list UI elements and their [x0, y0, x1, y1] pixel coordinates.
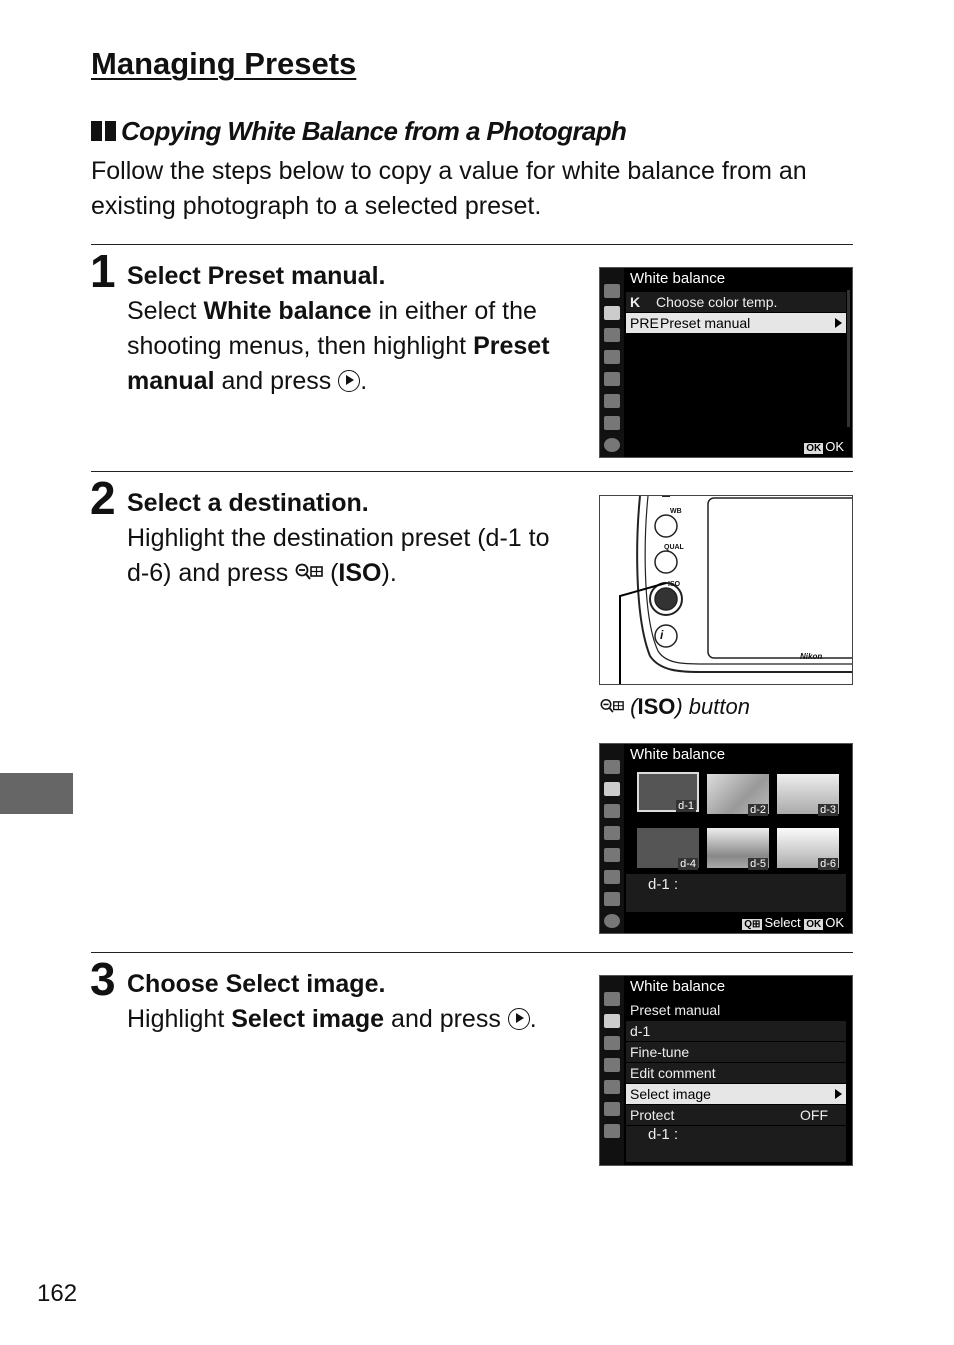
protect-value: OFF: [800, 1107, 828, 1123]
menu-row-preset-manual[interactable]: PREPreset manual: [626, 313, 846, 333]
preset-thumb-d5[interactable]: d-5: [707, 828, 769, 868]
multi-selector-right-icon: [508, 1008, 530, 1030]
step-number: 3: [90, 953, 116, 1005]
info-i-icon: i: [660, 628, 664, 642]
multi-selector-right-icon: [338, 370, 360, 392]
retouch-menu-icon: [604, 870, 620, 884]
my-menu-icon: [604, 1124, 620, 1138]
movie-shooting-menu-icon: [604, 328, 620, 342]
preset-info-text: d-1 :: [648, 1126, 679, 1143]
scrollbar: [847, 290, 850, 427]
ok-hint: OK OK: [806, 439, 844, 454]
screen-header: White balance: [630, 978, 726, 995]
preset-thumb-d6[interactable]: d-6: [777, 828, 839, 868]
help-icon: [604, 914, 620, 928]
screen-header: White balance: [630, 270, 726, 287]
screen-header: White balance: [630, 746, 726, 763]
menu-row-protect[interactable]: Protect OFF: [626, 1105, 846, 1125]
intro-paragraph: Follow the steps below to copy a value for white balance from an existing photograph to a selected preset.: [91, 157, 807, 220]
my-menu-icon: [604, 892, 620, 906]
iso-label: ISO: [668, 581, 681, 588]
playback-menu-icon: [604, 992, 620, 1006]
brand-logo: Nikon: [800, 652, 823, 661]
step-number: 1: [90, 245, 116, 297]
zoom-out-thumbnail-icon: [295, 563, 323, 583]
photo-shooting-menu-icon: [604, 306, 620, 320]
page-number: 162: [37, 1280, 78, 1307]
step-heading: Select a destination.: [127, 489, 369, 517]
menu-icon-column: [600, 744, 624, 933]
step-heading: Choose Select image.: [127, 970, 386, 998]
menu-row-d1: d-1: [626, 1021, 846, 1041]
my-menu-icon: [604, 416, 620, 430]
movie-shooting-menu-icon: [604, 1036, 620, 1050]
playback-menu-icon: [604, 760, 620, 774]
iso-button-caption: (ISO) button: [600, 694, 750, 720]
photo-shooting-menu-icon: [604, 782, 620, 796]
zoom-out-thumbnail-icon: [600, 698, 624, 716]
select-ok-hint: Q⊞ Select OK OK: [744, 915, 844, 930]
preset-info-panel: [626, 1126, 846, 1162]
menu-row-choose-color-temp[interactable]: K Choose color temp.: [626, 292, 846, 312]
step-body: Select White balance in either of the shooting menus, then highlight Preset manual and press .: [127, 297, 550, 395]
step-number: 2: [90, 472, 116, 524]
step-body: Highlight Select image and press .: [127, 1005, 537, 1033]
wb-label: WB: [670, 508, 682, 515]
preset-thumb-d2[interactable]: d-2: [707, 774, 769, 814]
chevron-right-icon: [835, 318, 842, 328]
preset-thumb-d1[interactable]: d-1: [637, 772, 699, 812]
playback-menu-icon: [604, 284, 620, 298]
step-body: Highlight the destination preset (d-1 to d-6) and press (ISO).: [127, 524, 550, 587]
menu-icon-column: [600, 976, 624, 1165]
setup-menu-icon: [604, 1080, 620, 1094]
setup-menu-icon: [604, 848, 620, 862]
menu-row-edit-comment[interactable]: Edit comment: [626, 1063, 846, 1083]
setup-menu-icon: [604, 372, 620, 386]
step-1-text: [127, 259, 577, 399]
divider: [91, 244, 853, 245]
preset-thumb-d4[interactable]: d-4: [637, 828, 699, 868]
section-marker-icon: [91, 121, 117, 141]
custom-settings-icon: [604, 350, 620, 364]
retouch-menu-icon: [604, 394, 620, 408]
menu-row-fine-tune[interactable]: Fine-tune: [626, 1042, 846, 1062]
qual-label: QUAL: [664, 544, 684, 551]
preset-options-screen: [599, 975, 853, 1166]
photo-shooting-menu-icon: [604, 1014, 620, 1028]
white-balance-menu-screen: [599, 267, 853, 458]
section-subtitle: [91, 116, 626, 147]
custom-settings-icon: [604, 826, 620, 840]
divider: [91, 471, 853, 472]
step-2-text: [127, 486, 577, 591]
step-3-text: [127, 967, 577, 1037]
movie-shooting-menu-icon: [604, 804, 620, 818]
preset-thumb-d3[interactable]: d-3: [777, 774, 839, 814]
preset-info-text: d-1 :: [648, 876, 679, 893]
retouch-menu-icon: [604, 1102, 620, 1116]
menu-row-select-image[interactable]: Select image: [626, 1084, 846, 1104]
page-title: Managing Presets: [91, 46, 357, 81]
subtitle-text: Copying White Balance from a Photograph: [121, 116, 627, 146]
preset-info-panel: [626, 874, 846, 912]
chapter-tab: [0, 773, 73, 814]
preset-thumbnails-screen: [599, 743, 853, 934]
help-icon: [604, 438, 620, 452]
divider: [91, 952, 853, 953]
custom-settings-icon: [604, 1058, 620, 1072]
camera-back-illustration: [599, 495, 853, 685]
chevron-right-icon: [835, 1089, 842, 1099]
menu-row-preset-manual-title: Preset manual: [626, 1000, 846, 1020]
menu-icon-column: [600, 268, 624, 457]
step-heading: Select Preset manual.: [127, 262, 386, 290]
